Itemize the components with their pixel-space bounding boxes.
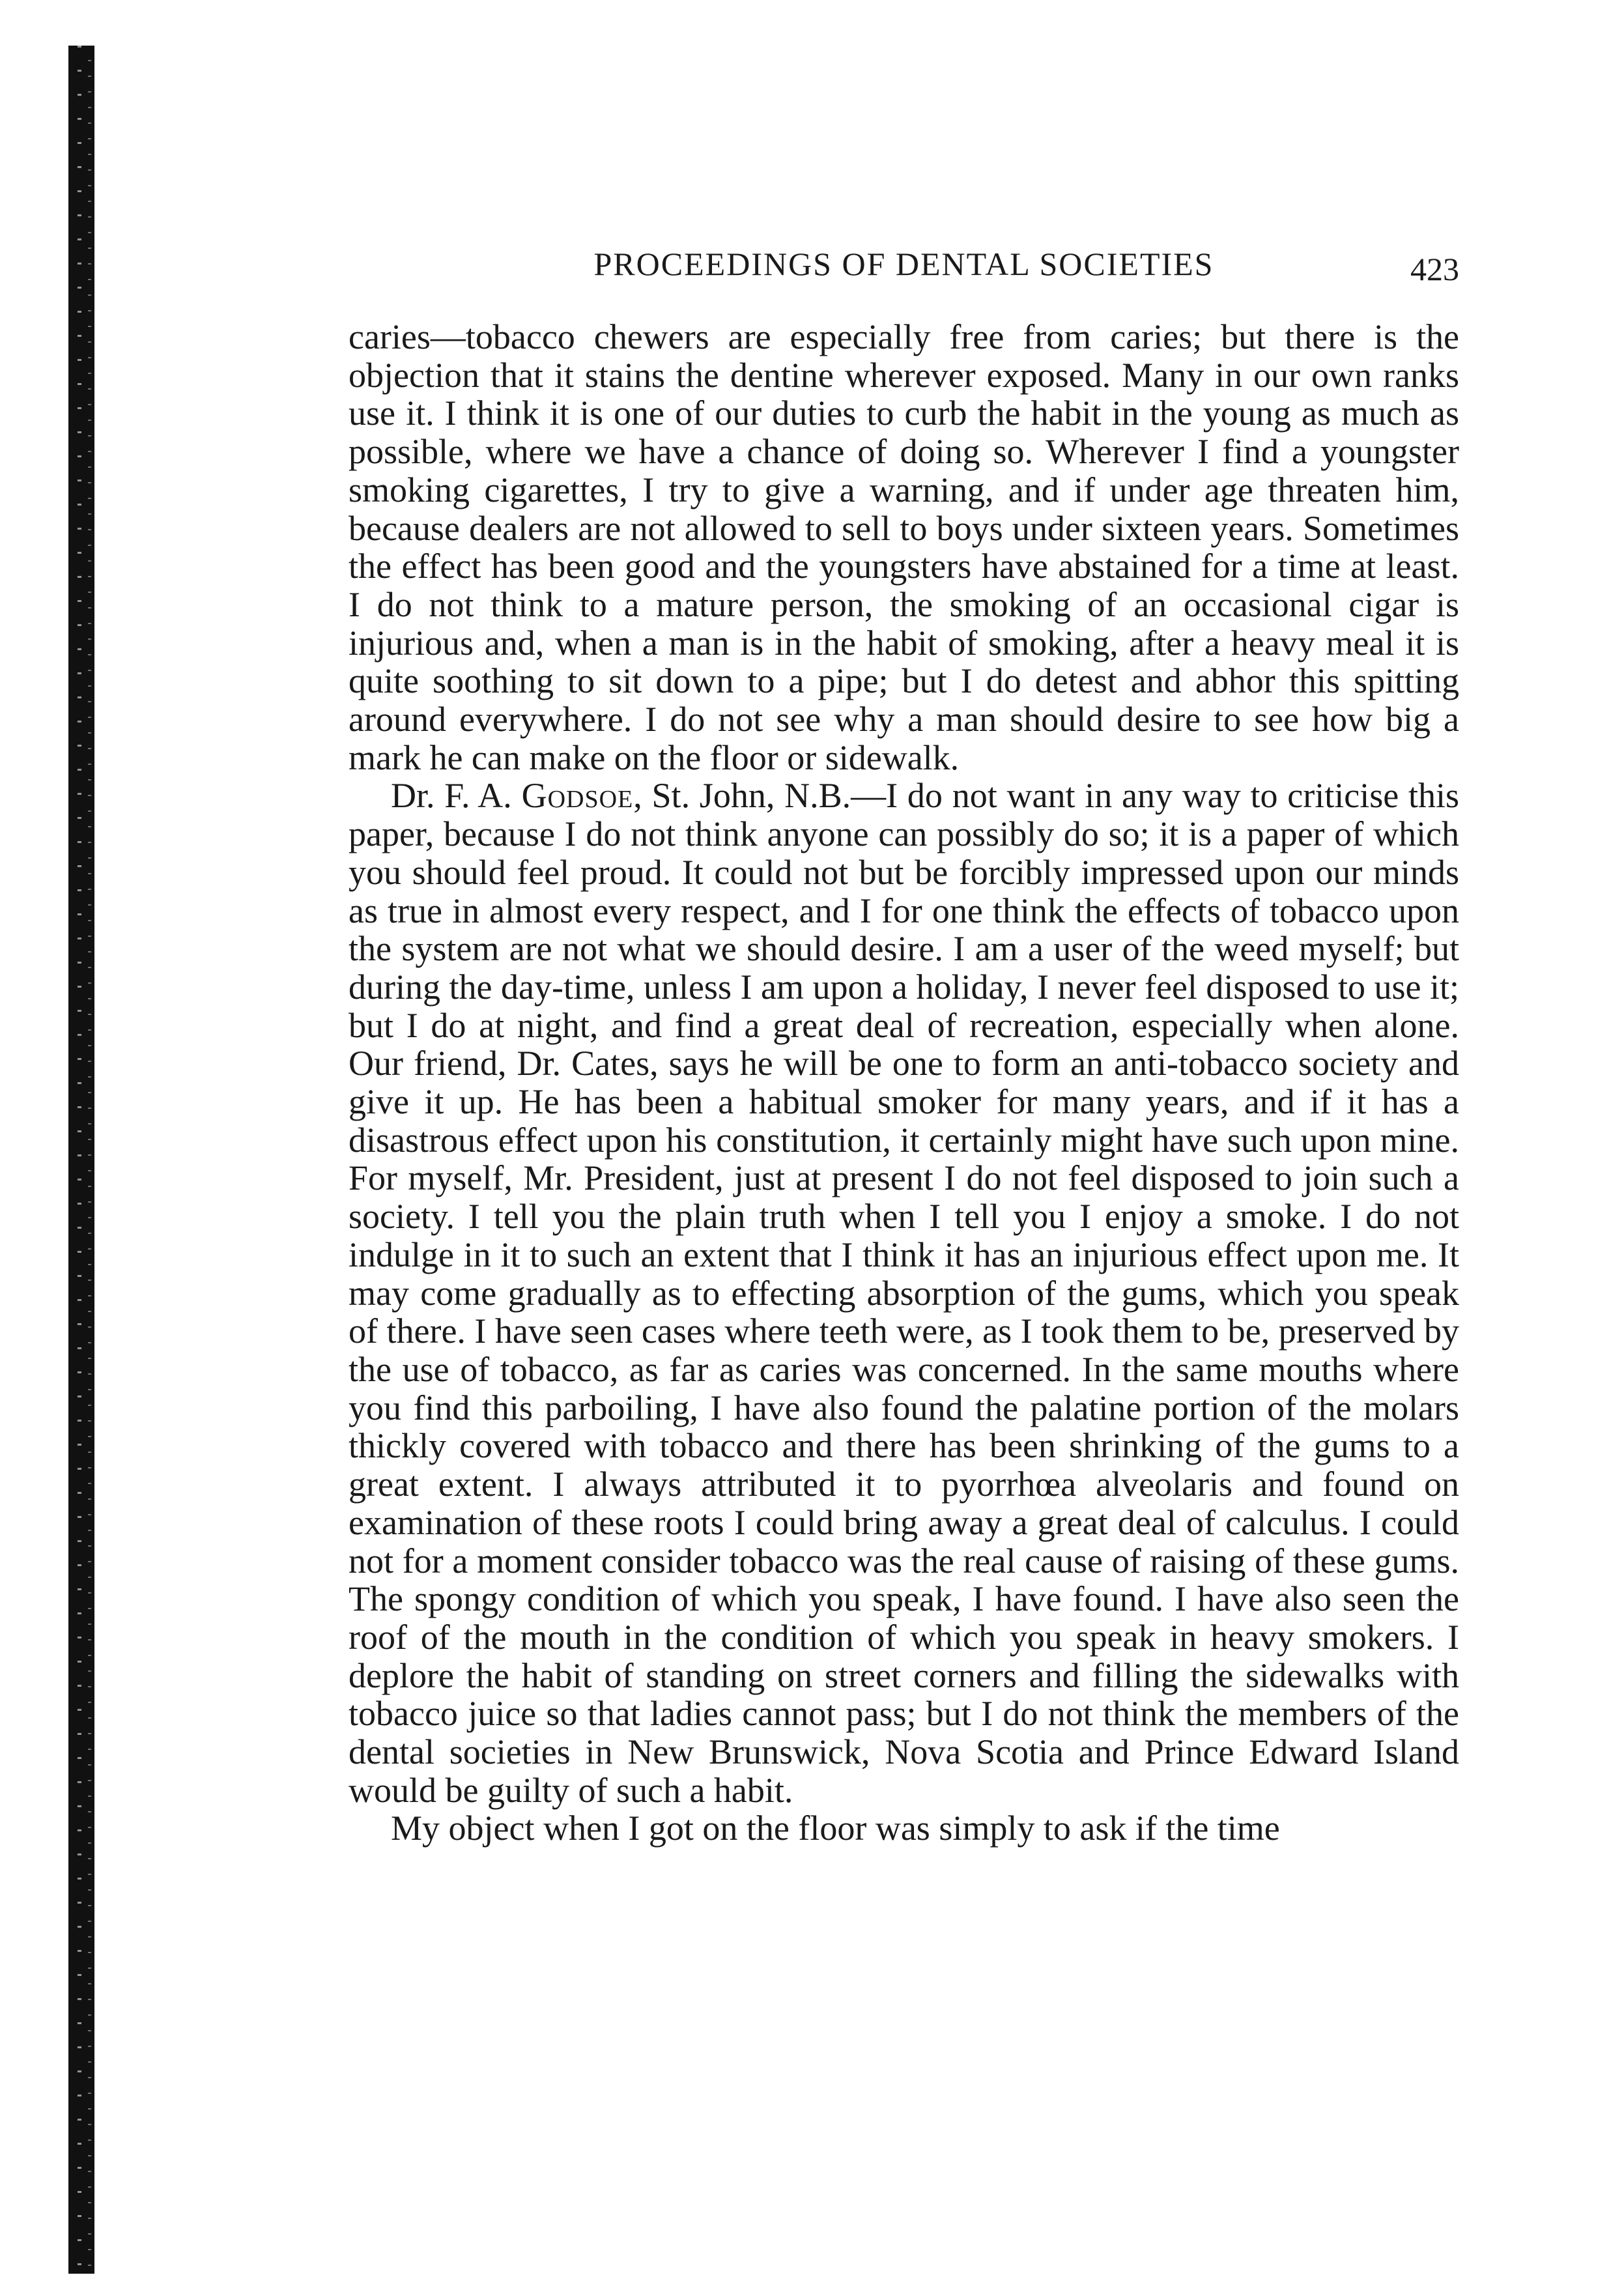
paragraph-godsoe-body: , St. John, N.B.—I do not want in any way to criticise this paper, because I do not think anyone can possibly do so; it is a paper of which you should feel proud. It could not but be forcibly impressed upon our minds as true in almost every respect, and I for one think the effects of tobacco upon the system are not what we should desire. I am a user of the weed myself; but during the day-time, unless I am upon a holiday, I never feel disposed to use it; but I do at night, and find a great deal of recreation, especially when alone. Our friend, Dr. Cates, says he will be one to form an anti-tobacco society and give it up. He has been a habitual smoker for many years, and if it has a disastrous effect upon his constitution, it certainly might have such upon mine. For myself, Mr. President, just at present I do not feel disposed to join such a society. I tell you the plain truth when I tell you I enjoy a smoke. I do not indulge in it to such an extent that I think it has an injurious effect upon me. It may come gradually as to effecting absorption of the gums, which you speak of there. I have seen cases where teeth were, as I took them to be, preserved by the use of tobacco, as far as caries was concerned. In the same mouths where you find this parboiling, I have also found the palatine portion of the molars thickly covered with tobacco and there has been shrinking of the gums to a great extent. I always attributed it to pyorrhœa alveolaris and found on examination of these roots I could bring away a great deal of calculus. I could not for a moment consider tobacco was the real cause of raising of these gums. The spongy condition of which you speak, I have found. I have also seen the roof of the mouth in the condition of which you speak in heavy smokers. I deplore the habit of standing on street corners and filling the sidewalks with tobacco juice so that ladies cannot pass; but I do not think the members of the dental societies in New Brunswick, Nova Scotia and Prince Edward Island would be guilty of such a habit. bbox=[349, 776, 1460, 1810]
body-text bbox=[349, 318, 1459, 1848]
paragraph-final: My object when I got on the floor was simply to ask if the time bbox=[391, 1809, 1280, 1848]
speaker-name: Godsoe bbox=[521, 776, 634, 816]
running-head: PROCEEDINGS OF DENTAL SOCIETIES bbox=[593, 246, 1214, 282]
book-binding-edge bbox=[68, 46, 94, 2274]
paragraph-godsoe bbox=[349, 777, 1459, 1809]
speaker-prefix: Dr. F. A. bbox=[391, 776, 522, 816]
page-number: 423 bbox=[1410, 251, 1459, 287]
page-header bbox=[349, 238, 1459, 290]
paragraph-continued: caries—tobacco chewers are especially free from caries; but there is the objection that it stains the dentine wherever exposed. Many in our own ranks use it. I think it is one of our duties to curb the habit in the young as much as possible, where we have a chance of doing so. Wherever I find a youngster smoking cigarettes, I try to give a warning, and if under age threaten him, because dealers are not allowed to sell to boys under sixteen years. Sometimes the effect has been good and the youngsters have abstained for a time at least. I do not think to a mature person, the smoking of an occasional cigar is injurious and, when a man is in the habit of smoking, after a heavy meal it is quite soothing to sit down to a pipe; but I do detest and abhor this spitting around everywhere. I do not see why a man should desire to see how big a mark he can make on the floor or sidewalk. bbox=[349, 317, 1459, 777]
